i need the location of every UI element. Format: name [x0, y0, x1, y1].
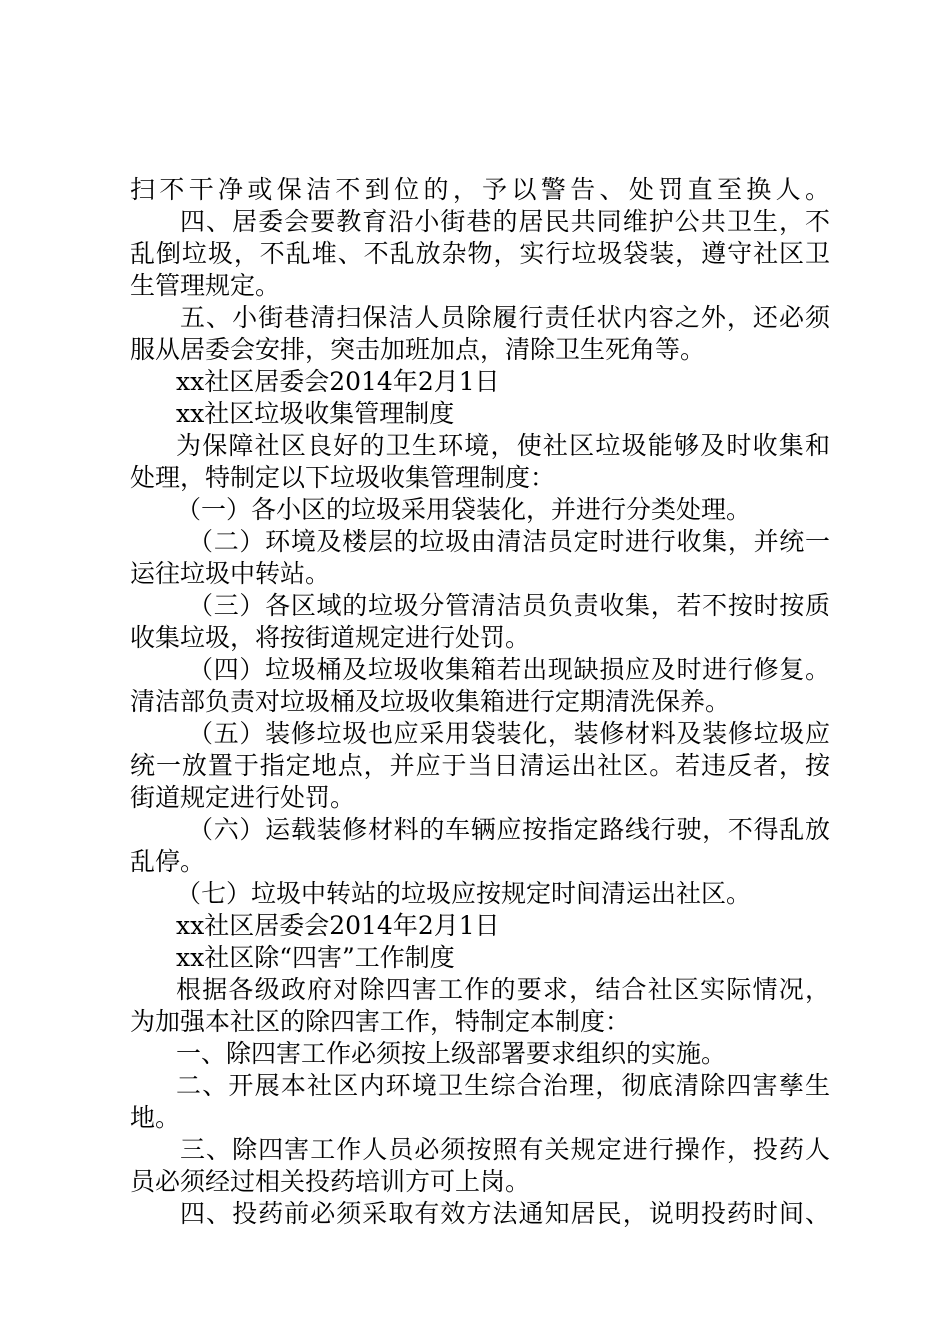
text-line: 二、开展本社区内环境卫生综合治理，彻底清除四害孳生 [176, 1071, 830, 1100]
text-line: 服从居委会安排，突击加班加点，清除卫生死角等。 [130, 335, 706, 364]
text-line: （二）环境及楼层的垃圾由清洁员定时进行收集，并统一 [188, 527, 830, 556]
text-line: 乱倒垃圾，不乱堆、不乱放杂物，实行垃圾袋装，遵守社区卫 [130, 239, 830, 268]
text-line: 统一放置于指定地点，并应于当日清运出社区。若违反者，按 [130, 751, 830, 780]
text-line: 生管理规定。 [130, 271, 281, 300]
text-line: （六）运载装修材料的车辆应按指定路线行驶，不得乱放 [188, 815, 830, 844]
text-line: （五）装修垃圾也应采用袋装化，装修材料及装修垃圾应 [188, 719, 830, 748]
text-line: 一、除四害工作必须按上级部署要求组织的实施。 [176, 1039, 727, 1068]
text-line: （一）各小区的垃圾采用袋装化，并进行分类处理。 [176, 495, 752, 524]
text-line: 清洁部负责对垃圾桶及垃圾收集箱进行定期清洗保养。 [130, 687, 731, 716]
text-line: 运往垃圾中转站。 [130, 559, 331, 588]
text-line: 乱停。 [130, 847, 206, 876]
text-line: 收集垃圾，将按街道规定进行处罚。 [130, 623, 531, 652]
text-line: 处理，特制定以下垃圾收集管理制度： [130, 463, 556, 492]
text-line: 员必须经过相关投药培训方可上岗。 [130, 1167, 531, 1196]
text-line: 地。 [130, 1103, 181, 1132]
signature-line: xx社区居委会2014年2月1日 [176, 367, 500, 396]
text-line: 五、小街巷清扫保洁人员除履行责任状内容之外，还必须 [180, 303, 830, 332]
section-title: xx社区垃圾收集管理制度 [176, 399, 455, 428]
text-line: 三、除四害工作人员必须按照有关规定进行操作，投药人 [180, 1135, 830, 1164]
text-line: 四、投药前必须采取有效方法通知居民，说明投药时间、 [180, 1199, 830, 1228]
signature-line: xx社区居委会2014年2月1日 [176, 911, 500, 940]
text-line: 四、居委会要教育沿小街巷的居民共同维护公共卫生，不 [180, 207, 830, 236]
text-line: （三）各区域的垃圾分管清洁员负责收集，若不按时按质 [188, 591, 830, 620]
text-line: 为保障社区良好的卫生环境，使社区垃圾能够及时收集和 [176, 431, 830, 460]
text-line: 扫不干净或保洁不到位的，予以警告、处罚直至换人。 [130, 175, 830, 204]
text-line: （七）垃圾中转站的垃圾应按规定时间清运出社区。 [176, 879, 752, 908]
section-title: xx社区除“四害”工作制度 [176, 943, 455, 972]
text-line: 街道规定进行处罚。 [130, 783, 356, 812]
text-line: （四）垃圾桶及垃圾收集箱若出现缺损应及时进行修复。 [188, 655, 830, 684]
text-line: 为加强本社区的除四害工作，特制定本制度： [130, 1007, 631, 1036]
text-line: 根据各级政府对除四害工作的要求，结合社区实际情况， [176, 975, 830, 1004]
